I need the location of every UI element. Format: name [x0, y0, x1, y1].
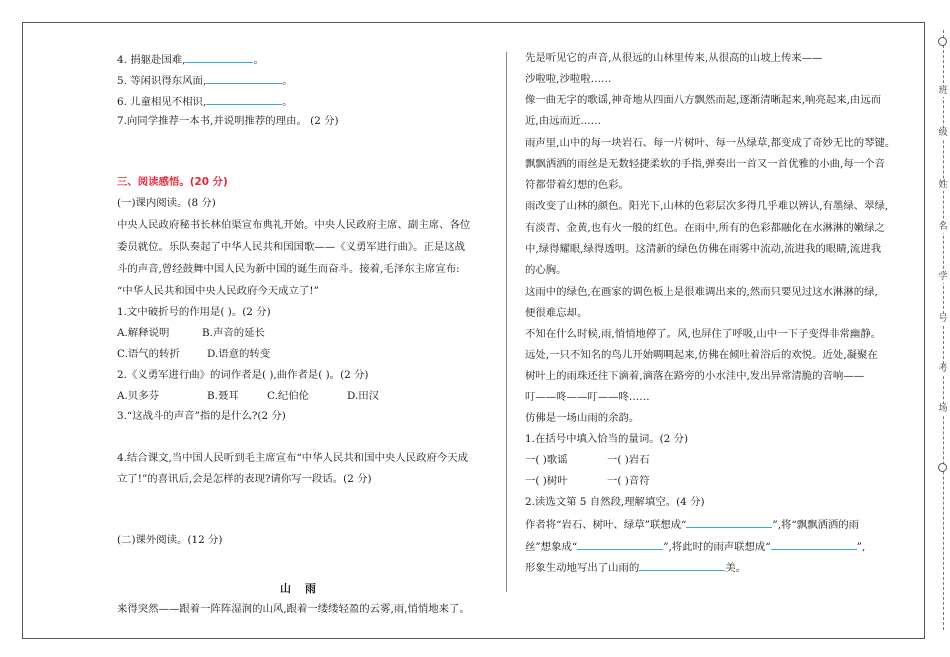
- poem-item-5-end: 。: [282, 75, 293, 87]
- binding-label-chang: 场: [938, 404, 948, 414]
- section-3-heading: 三、阅读感悟。(20 分): [117, 176, 228, 188]
- poem-item-6-text: 6. 儿童相见不相识,: [117, 96, 207, 108]
- fill-line-2: [525, 538, 865, 554]
- story-line: 沙啦啦,沙啦啦……: [525, 73, 612, 85]
- answer-blank[interactable]: [577, 538, 663, 550]
- column-divider: [506, 52, 507, 592]
- poem-item-6: [117, 93, 293, 109]
- story-line: 的心胸。: [525, 264, 567, 276]
- part-1-title: (一)课内阅读。(8 分): [117, 197, 216, 209]
- story-line: 有淡青、金黄,也有火一般的红色。在雨中,所有的色彩都融化在水淋淋的嫩绿之: [525, 222, 885, 234]
- fill-text: 丝”想象成“: [525, 541, 578, 553]
- passage-1-line: “中华人民共和国中央人民政府今天成立了!”: [117, 285, 319, 297]
- answer-blank[interactable]: [686, 516, 772, 528]
- right-question-2: 2.读选文第 5 自然段,理解填空。(4 分): [525, 496, 705, 508]
- binding-hole-top: [938, 37, 947, 46]
- story-line: 近,由远而近……: [525, 115, 602, 127]
- story-title: 山雨: [280, 582, 330, 595]
- story-line: 飘飘洒洒的雨丝是无数轻捷柔软的手指,弹奏出一首又一首优雅的小曲,每一个音: [525, 158, 885, 170]
- fill-line-3: [525, 559, 746, 575]
- fill-text: 作者将“岩石、树叶、绿草”联想成“: [525, 519, 687, 531]
- measure-word-4: 一( )音符: [607, 475, 650, 487]
- right-question-1: 1.在括号中填入恰当的量词。(2 分): [525, 433, 689, 445]
- story-line: 雨改变了山林的颜色。阳光下,山林的色彩层次多得几乎难以辨认,有墨绿、翠绿,: [525, 200, 889, 212]
- option-b: B.声音的延长: [202, 327, 265, 339]
- answer-blank[interactable]: [206, 93, 282, 105]
- answer-blank[interactable]: [185, 51, 253, 63]
- passage-1-line: 中央人民政府秘书长林伯渠宣布典礼开始。中央人民政府主席、副主席、各位: [117, 219, 471, 231]
- question-7: 7.向同学推荐一本书,并说明推荐的理由。 (2 分): [117, 115, 339, 127]
- binding-label-hao: 号: [938, 314, 948, 324]
- answer-blank[interactable]: [639, 559, 725, 571]
- answer-blank[interactable]: [771, 538, 857, 550]
- poem-item-5: [117, 72, 293, 88]
- story-line: 雨声里,山中的每一块岩石、每一片树叶、每一丛绿草,都变成了奇妙无比的琴键。: [525, 137, 896, 149]
- story-line: 符都带着幻想的色彩。: [525, 179, 629, 191]
- fill-text: 美。: [725, 562, 747, 574]
- binding-line: [943, 30, 944, 630]
- measure-word-1: 一( )歌谣: [525, 454, 568, 466]
- option-b: B.聂耳: [207, 390, 239, 402]
- question-4-line-2: 立了!”的喜讯后,会是怎样的表现?请你写一段话。(2 分): [117, 473, 372, 485]
- story-line: 来得突然——跟着一阵阵湿润的山风,跟着一缕缕轻盈的云雾,雨,悄悄地来了。: [117, 603, 470, 615]
- option-c: C.语气的转折: [117, 348, 180, 360]
- fill-text: 形象生动地写出了山雨的: [525, 562, 640, 574]
- story-line: 远处,一只不知名的鸟儿开始啁啁起来,仿佛在倾吐着浴后的欢悦。近处,凝聚在: [525, 349, 878, 361]
- binding-label-xing: 姓: [938, 180, 948, 190]
- story-line: 这雨中的绿色,在画家的调色板上是很难调出来的,然而只要见过这水淋淋的绿,: [525, 286, 878, 298]
- fill-text: ”,: [856, 541, 866, 553]
- binding-hole-bottom: [938, 463, 947, 472]
- story-line: 便很难忘却。: [525, 307, 588, 319]
- poem-item-4-end: 。: [253, 54, 264, 66]
- question-2: 2.《义勇军进行曲》的词作者是( ),曲作者是( )。(2 分): [117, 369, 369, 381]
- binding-label-ji: 级: [938, 128, 948, 138]
- binding-label-ming: 名: [938, 222, 948, 232]
- story-line: 像一曲无字的歌谣,神奇地从四面八方飘然而起,逐渐清晰起来,响亮起来,由远而: [525, 94, 882, 106]
- answer-blank[interactable]: [206, 72, 282, 84]
- option-c: C.纪伯伦: [267, 390, 310, 402]
- option-a: A.贝多芬: [117, 390, 159, 402]
- measure-word-3: 一( )树叶: [525, 475, 568, 487]
- fill-line-1: [525, 516, 859, 532]
- passage-1-line: 斗的声音,曾经鼓舞中国人民为新中国的诞生而奋斗。接着,毛泽东主席宣布:: [117, 263, 460, 275]
- story-line: 仿佛是一场山雨的余韵。: [525, 412, 640, 424]
- story-line: 树叶上的雨珠还往下滴着,滴落在路旁的小水洼中,发出异常清脆的音响——: [525, 370, 865, 382]
- option-a: A.解释说明: [117, 327, 170, 339]
- poem-item-6-end: 。: [282, 96, 293, 108]
- story-line: 不知在什么时候,雨,悄悄地停了。风,也屏住了呼吸,山中一下子变得非常幽静。: [525, 328, 882, 340]
- fill-text: ”,将“飘飘洒洒的雨: [772, 519, 860, 531]
- story-line: 叮——咚——叮——咚……: [525, 391, 650, 403]
- option-d: D.语意的转变: [207, 348, 271, 360]
- part-2-title: (二)课外阅读。(12 分): [117, 534, 223, 546]
- poem-item-4-text: 4. 捐躯赴国难,: [117, 54, 186, 66]
- passage-1-line: 委员就位。乐队奏起了中华人民共和国国歌——《义勇军进行曲》。正是这战: [117, 241, 466, 253]
- measure-word-2: 一( )岩石: [607, 454, 650, 466]
- question-4-line-1: 4.结合课文,当中国人民听到毛主席宣布“中华人民共和国中央人民政府今天成: [117, 452, 469, 464]
- question-1: 1.文中破折号的作用是( )。(2 分): [117, 306, 271, 318]
- poem-item-5-text: 5. 等闲识得东风面,: [117, 75, 207, 87]
- story-line: 中,绿得耀眼,绿得透明。这清新的绿色仿佛在雨雾中流动,流进我的眼睛,流进我: [525, 243, 882, 255]
- poem-item-4: [117, 51, 264, 67]
- story-line: 先是听见它的声音,从很远的山林里传来,从很高的山坡上传来——: [525, 52, 823, 64]
- question-3: 3.“这战斗的声音”指的是什么?(2 分): [117, 410, 286, 422]
- binding-label-ban: 班: [938, 86, 948, 96]
- fill-text: ”,将此时的雨声联想成“: [663, 541, 771, 553]
- option-d: D.田汉: [347, 390, 380, 402]
- binding-label-kao: 考: [938, 364, 948, 374]
- binding-label-xue: 学: [938, 272, 948, 282]
